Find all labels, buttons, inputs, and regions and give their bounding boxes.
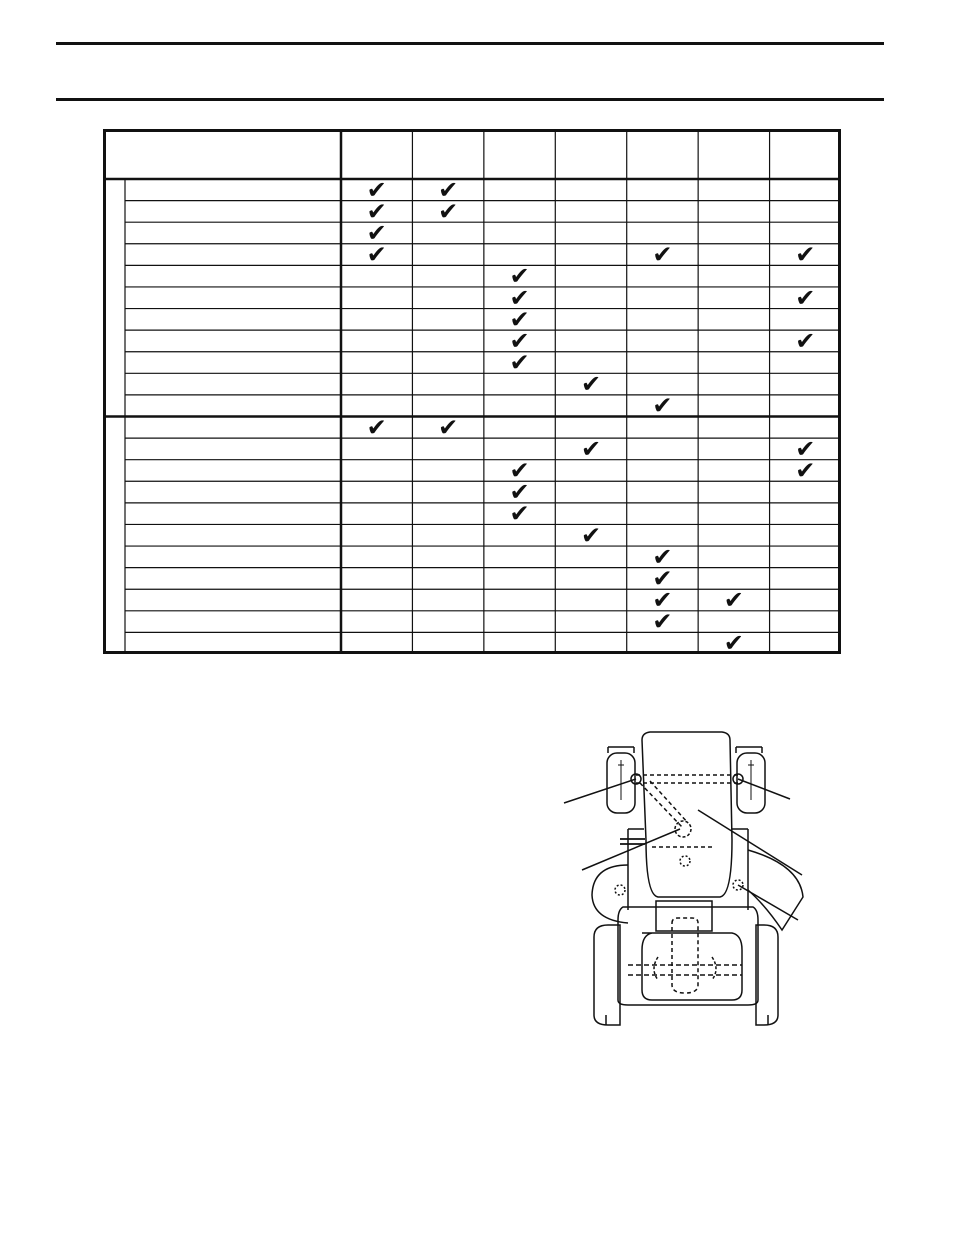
table-border	[105, 131, 840, 653]
checkmark-icon: ✔	[366, 413, 387, 442]
checkmark-icon: ✔	[509, 499, 530, 528]
seat	[642, 933, 742, 1000]
checkmark-icon: ✔	[509, 305, 530, 334]
lube-point-steering	[675, 821, 691, 837]
checkmark-icon: ✔	[509, 326, 530, 355]
checkmark-icon: ✔	[652, 542, 673, 571]
checkmark-icon: ✔	[723, 629, 744, 654]
leader-line-5	[738, 885, 798, 920]
leader-line-3	[582, 829, 680, 870]
rear-left-tire	[594, 925, 620, 1025]
checkmark-icon: ✔	[652, 607, 673, 636]
lawn-tractor-lubrication-points-diagram-icon	[560, 725, 820, 1035]
checkmark-icon: ✔	[509, 456, 530, 485]
checkmark-icon: ✔	[438, 413, 459, 442]
leader-line-4	[698, 810, 802, 875]
checkmark-icon: ✔	[438, 175, 459, 204]
maintenance-schedule-table	[103, 129, 841, 654]
seat-base	[656, 901, 712, 931]
checkmark-icon: ✔	[652, 586, 673, 615]
hood	[642, 732, 732, 897]
rear-right-tire	[756, 925, 778, 1025]
checkmark-icon: ✔	[795, 283, 816, 312]
checkmark-icon: ✔	[795, 326, 816, 355]
checkmark-icon: ✔	[795, 456, 816, 485]
checkmark-icon: ✔	[509, 478, 530, 507]
checkmark-icon: ✔	[652, 240, 673, 269]
checkmark-icon: ✔	[509, 348, 530, 377]
rear-body	[618, 907, 758, 1005]
checkmark-icon: ✔	[580, 370, 602, 399]
checkmark-icon: ✔	[509, 262, 530, 291]
leader-line-1	[564, 779, 636, 803]
checkmark-icon: ✔	[366, 240, 387, 269]
checkmark-icon: ✔	[438, 197, 459, 226]
checkmark-icon: ✔	[580, 434, 602, 463]
checkmark-icon: ✔	[723, 586, 744, 615]
header-rule-bottom	[56, 98, 884, 101]
table-checks	[367, 176, 816, 654]
table-grid	[103, 129, 841, 654]
checkmark-icon: ✔	[366, 175, 387, 204]
leader-line-2	[738, 779, 790, 799]
checkmark-icon: ✔	[652, 564, 673, 593]
checkmark-icon: ✔	[795, 240, 816, 269]
header-rule-top	[56, 42, 884, 45]
checkmark-icon: ✔	[366, 197, 387, 226]
checkmark-icon: ✔	[795, 434, 816, 463]
checkmark-icon: ✔	[580, 521, 602, 550]
checkmark-icon: ✔	[509, 283, 530, 312]
checkmark-icon: ✔	[366, 218, 387, 247]
checkmark-icon: ✔	[652, 391, 673, 420]
